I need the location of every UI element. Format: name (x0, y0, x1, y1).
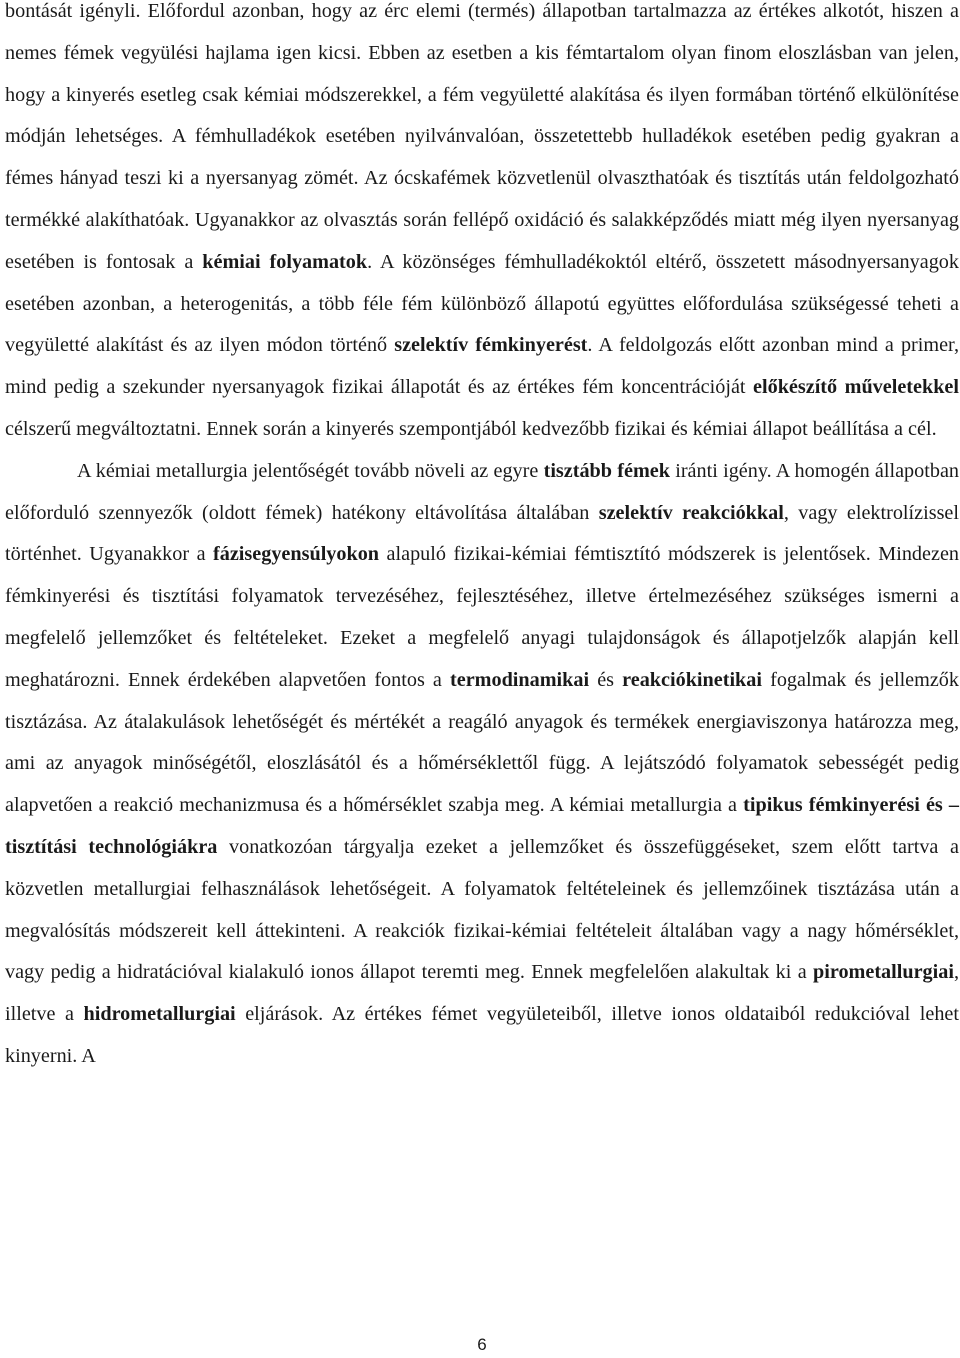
bold-term: pirometallurgiai (813, 961, 954, 984)
page-number: 6 (477, 1335, 487, 1354)
text-run: , vagy elektrolízissel történhet. Ugyanakkor a (5, 501, 960, 566)
text-run: eljárások. Az értékes fémet vegyületeiből, illetve ionos oldataiból redukcióval lehet kinyerni. A (5, 1003, 959, 1067)
paragraph-p2 (5, 451, 959, 1078)
bold-term: előkészítő műveletekkel (753, 376, 959, 399)
text-run: alapuló fizikai-kémiai fémtisztító módszerek is jelentősek. Mindezen fémkinyerési és tisztítási folyamatok tervezéséhez, fejlesztéséhez, illetve értelmezéséhez szükséges ismerni a megfelelő jellemzőket és feltételeket. Ezeket a megfelelő anyagi tulajdonságok és állapotjelzők alapján kell meghatározni. Ennek érdekében alapvetően fontos a (5, 543, 960, 691)
text-run: bontását igényli. Előfordul azonban, hogy az érc elemi (termés) állapotban tartalmazza az értékes alkotót, hiszen a nemes fémek vegyülési hajlama igen kicsi. Ebben az esetben a kis fémtartalom olyan finom eloszlásban van jelen, hogy a kinyerés esetleg csak kémiai módszerekkel, a fém vegyületté alakítása és ilyen formában történő elkülönítése módján lehetséges. A fémhulladékok esetében nyilvánvalóan, összetettebb hulladékok esetében pedig gyakran a fémes hányad teszi ki a nyersanyag zömét. Az ócskafémek közvetlenül olvaszthatóak és tisztítás után feldolgozható termékké alakíthatóak. Ugyanakkor az olvasztás során fellépő oxidáció és salakképződés miatt még ilyen nyersanyag esetében is fontosak a (5, 0, 959, 273)
bold-term: szelektív reakciókkal (598, 501, 784, 524)
text-run: iránti igény. A homogén állapotban előforduló szennyezők (oldott fémek) hatékony eltávolítása általában (5, 459, 960, 524)
document-page (5, 0, 959, 1358)
bold-term: termodinamikai (450, 668, 590, 691)
text-run: fogalmak és jellemzők tisztázása. Az átalakulások lehetőségét és mértékét a reagáló anyagok és termékek energiaviszonya határozza meg, ami az anyagok minőségétől, eloszlásától és a hőmérséklettől függ. A lejátszódó folyamatok sebességét pedig alapvetően a reakció mechanizmusa és a hőmérséklet szabja meg. A kémiai metallurgia a (5, 668, 959, 817)
bold-term: hidrometallurgiai (83, 1003, 236, 1026)
bold-term: szelektív fémkinyerést (394, 334, 588, 357)
text-run: és (589, 668, 623, 691)
bold-term: tisztább fémek (543, 459, 670, 482)
text-run: , illetve a (5, 961, 959, 1026)
text-run: A kémiai metallurgia jelentőségét tovább növeli az egyre (77, 459, 544, 482)
text-run: vonatkozóan tárgyalja ezeket a jellemzőket és összefüggéseket, szem előtt tartva a közvetlen metallurgiai felhasználások lehetőségeit. A folyamatok feltételeinek és jellemzőinek tisztázása után a megvalósítás módszereit kell áttekinteni. A reakciók fizikai-kémiai feltételeit általában vagy a nagy hőmérséklet, vagy pedig a hidratációval kialakuló ionos állapot teremti meg. Ennek megfelelően alakultak ki a (5, 835, 959, 984)
bold-term: fázisegyensúlyokon (213, 543, 380, 566)
text-run: . A közönséges fémhulladékoktól eltérő, összetett másodnyersanyagok esetében azonban, a heterogenitás, a több féle fém különböző állapotú együttes előfordulása szükségessé teheti a vegyületté alakítást és az ilyen módon történő (5, 250, 959, 357)
paragraph-p1 (5, 0, 959, 451)
bold-term: kémiai folyamatok (202, 250, 368, 273)
body-text (5, 0, 959, 1078)
text-run: célszerű megváltoztatni. Ennek során a kinyerés szempontjából kedvezőbb fizikai és kémiai állapot beállítása a cél. (5, 417, 937, 440)
text-run: . A feldolgozás előtt azonban mind a primer, mind pedig a szekunder nyersanyagok fizikai állapotát és az értékes fém koncentrációját (5, 334, 959, 399)
bold-term: tipikus fémkinyerési és – tisztítási technológiákra (5, 794, 960, 858)
bold-term: reakciókinetikai (622, 668, 762, 691)
